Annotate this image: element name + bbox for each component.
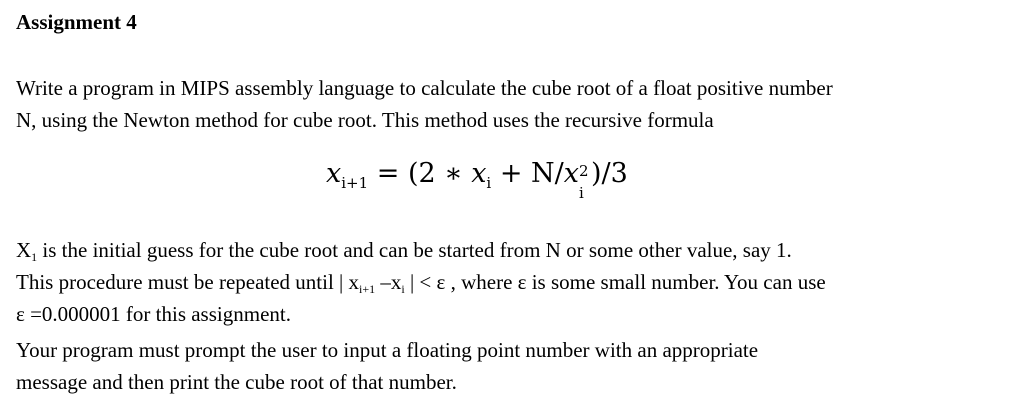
- prompt-paragraph: [16, 334, 758, 398]
- formula-x-next: x: [326, 158, 342, 189]
- formula-x-next-sub: i+1: [341, 174, 369, 192]
- x1-subscript: 1: [31, 250, 38, 264]
- intro-line-1: Write a program in MIPS assembly language to calculate the cube root of a float positive number: [16, 76, 833, 100]
- xi1-subscript: i+1: [359, 282, 376, 296]
- intro-line-2: N, using the Newton method for cube root. This method uses the recursive formula: [16, 108, 714, 132]
- minus-sign: –: [375, 270, 391, 294]
- formula-plus-n: + N/: [491, 158, 564, 189]
- formula-x-squared-sup: 2: [578, 162, 589, 180]
- assignment-title: Assignment 4: [16, 10, 137, 34]
- formula-eq: = (2 ∗: [368, 158, 472, 189]
- details-line-1-rest: is the initial guess for the cube root and can be started from N or some other value, say 1.: [37, 238, 792, 262]
- formula-xi: x: [471, 158, 487, 189]
- xi1-text: x: [348, 270, 360, 294]
- details-line-3: ε =0.000001 for this assignment.: [16, 302, 291, 326]
- x1-letter: X: [16, 238, 32, 262]
- intro-paragraph: [16, 72, 833, 136]
- prompt-line-1: Your program must prompt the user to input a floating point number with an appropriate: [16, 338, 759, 362]
- formula-tail: )/3: [590, 158, 628, 189]
- newton-formula: [326, 158, 628, 202]
- formula-x-squared: x: [563, 158, 579, 189]
- details-line-1: [16, 234, 826, 266]
- formula-x-squared-sub: i: [578, 184, 584, 202]
- details-line-2-post: | < ε , where ε is some small number. You can use: [404, 270, 826, 294]
- details-line-2: [16, 266, 826, 298]
- formula-xi-sub: i: [486, 174, 492, 192]
- xi-text: x: [390, 270, 402, 294]
- xi-subscript: i: [401, 282, 405, 296]
- prompt-line-2: message and then print the cube root of that number.: [16, 370, 457, 394]
- details-paragraph: [16, 234, 826, 330]
- details-line-2-pre: This procedure must be repeated until |: [16, 270, 349, 294]
